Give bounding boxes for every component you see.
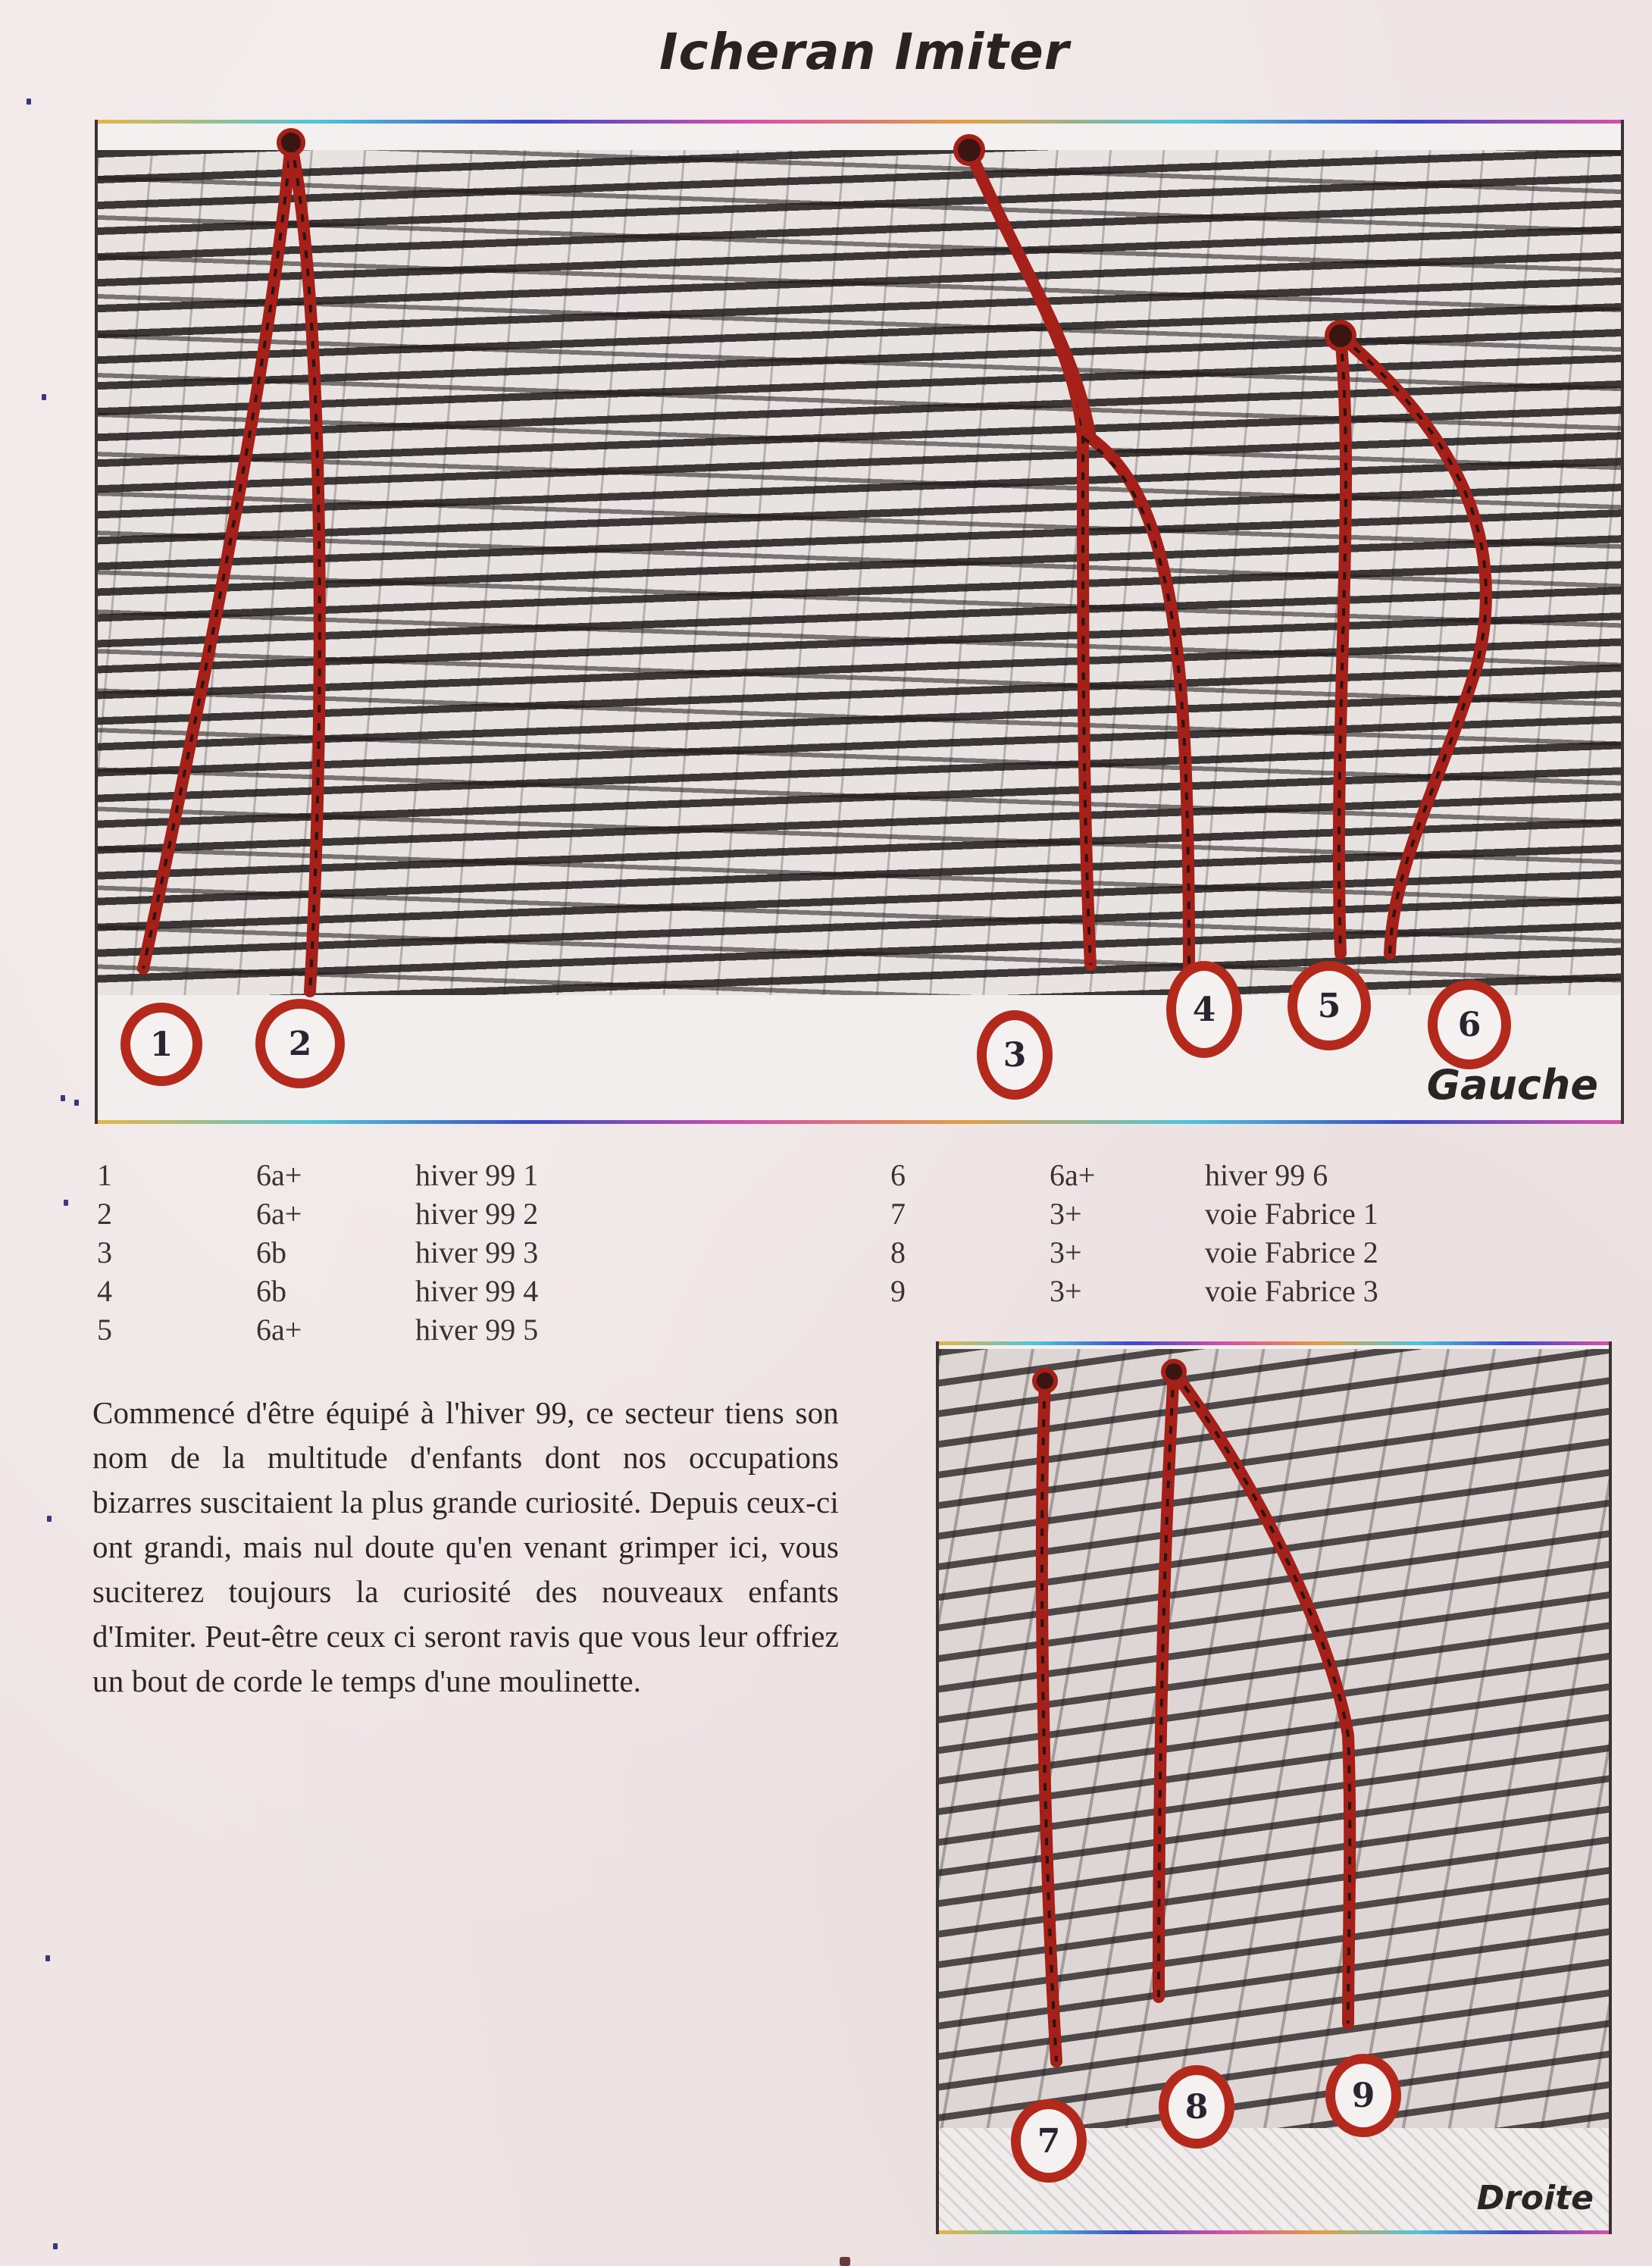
route-grade: 3+	[1050, 1274, 1082, 1308]
route-name: hiver 99 2	[415, 1197, 539, 1231]
route-name: hiver 99 1	[415, 1158, 539, 1192]
route-grade: 3+	[1050, 1235, 1082, 1269]
route-marker-7: 7	[1011, 2099, 1087, 2183]
route-list-left	[97, 1156, 538, 1349]
route-row	[890, 1272, 1378, 1310]
route-grade: 6a+	[256, 1197, 302, 1231]
route-number: 9	[890, 1274, 906, 1308]
route-grade: 6a+	[256, 1158, 302, 1192]
route-row	[97, 1156, 538, 1194]
route-name: voie Fabrice 3	[1205, 1274, 1378, 1308]
route-marker-5: 5	[1287, 961, 1371, 1050]
route-row	[97, 1272, 538, 1310]
route-marker-9: 9	[1325, 2054, 1401, 2137]
route-marker-8: 8	[1159, 2065, 1234, 2149]
route-marker-3: 3	[977, 1010, 1053, 1100]
route-number: 1	[97, 1158, 112, 1192]
route-grade: 3+	[1050, 1197, 1082, 1231]
route-name: hiver 99 5	[415, 1313, 539, 1347]
route-name: voie Fabrice 1	[1205, 1197, 1378, 1231]
route-name: hiver 99 4	[415, 1274, 539, 1308]
scan-artifact	[64, 1200, 68, 1206]
sector-label-droite: Droite	[1476, 2179, 1594, 2217]
scan-artifact	[61, 1095, 65, 1101]
route-number: 8	[890, 1235, 906, 1269]
sector-label-gauche: Gauche	[1426, 1061, 1598, 1109]
route-number: 3	[97, 1235, 112, 1269]
scan-artifact	[45, 1955, 50, 1961]
scan-artifact	[53, 2243, 58, 2249]
scan-artifact	[42, 394, 46, 400]
topo-photo-gauche	[95, 120, 1624, 1124]
route-grade: 6a+	[256, 1313, 302, 1347]
route-marker-2: 2	[255, 999, 345, 1088]
page-number-mark	[840, 2257, 850, 2266]
route-number: 4	[97, 1274, 112, 1308]
sector-description: Commencé d'être équipé à l'hiver 99, ce secteur tiens son nom de la multitude d'enfants dont nos occupations bizarres suscitaient la plus grande curiosité. Depuis ceux-ci ont grandi, mais nul doute qu'en venant grimper ici, vous suciterez toujours la curiosité des nouveaux enfants d'Imiter. Peut-être ceux ci seront ravis que vous leur offriez un bout de corde le temps d'une moulinette.	[92, 1395, 839, 1698]
route-row	[890, 1194, 1378, 1233]
route-number: 6	[890, 1158, 906, 1192]
route-grade: 6b	[256, 1274, 286, 1308]
route-grade: 6a+	[1050, 1158, 1096, 1192]
route-row	[890, 1156, 1378, 1194]
route-lines-gauche	[98, 120, 1624, 1124]
route-name: hiver 99 6	[1205, 1158, 1328, 1192]
scan-artifact	[27, 99, 31, 105]
route-row	[890, 1233, 1378, 1272]
scan-artifact	[74, 1100, 79, 1106]
route-row	[97, 1310, 538, 1349]
scan-artifact	[47, 1516, 52, 1522]
route-marker-4: 4	[1166, 961, 1242, 1058]
route-marker-1: 1	[120, 1003, 202, 1086]
route-row	[97, 1194, 538, 1233]
route-row	[97, 1233, 538, 1272]
route-list-right	[890, 1156, 1378, 1310]
route-grade: 6b	[256, 1235, 286, 1269]
route-number: 2	[97, 1197, 112, 1231]
route-name: voie Fabrice 2	[1205, 1235, 1378, 1269]
page-title: Icheran Imiter	[659, 23, 1070, 81]
route-name: hiver 99 3	[415, 1235, 539, 1269]
route-number: 5	[97, 1313, 112, 1347]
route-number: 7	[890, 1197, 906, 1231]
route-marker-6: 6	[1428, 980, 1511, 1069]
topo-photo-droite	[936, 1341, 1612, 2234]
